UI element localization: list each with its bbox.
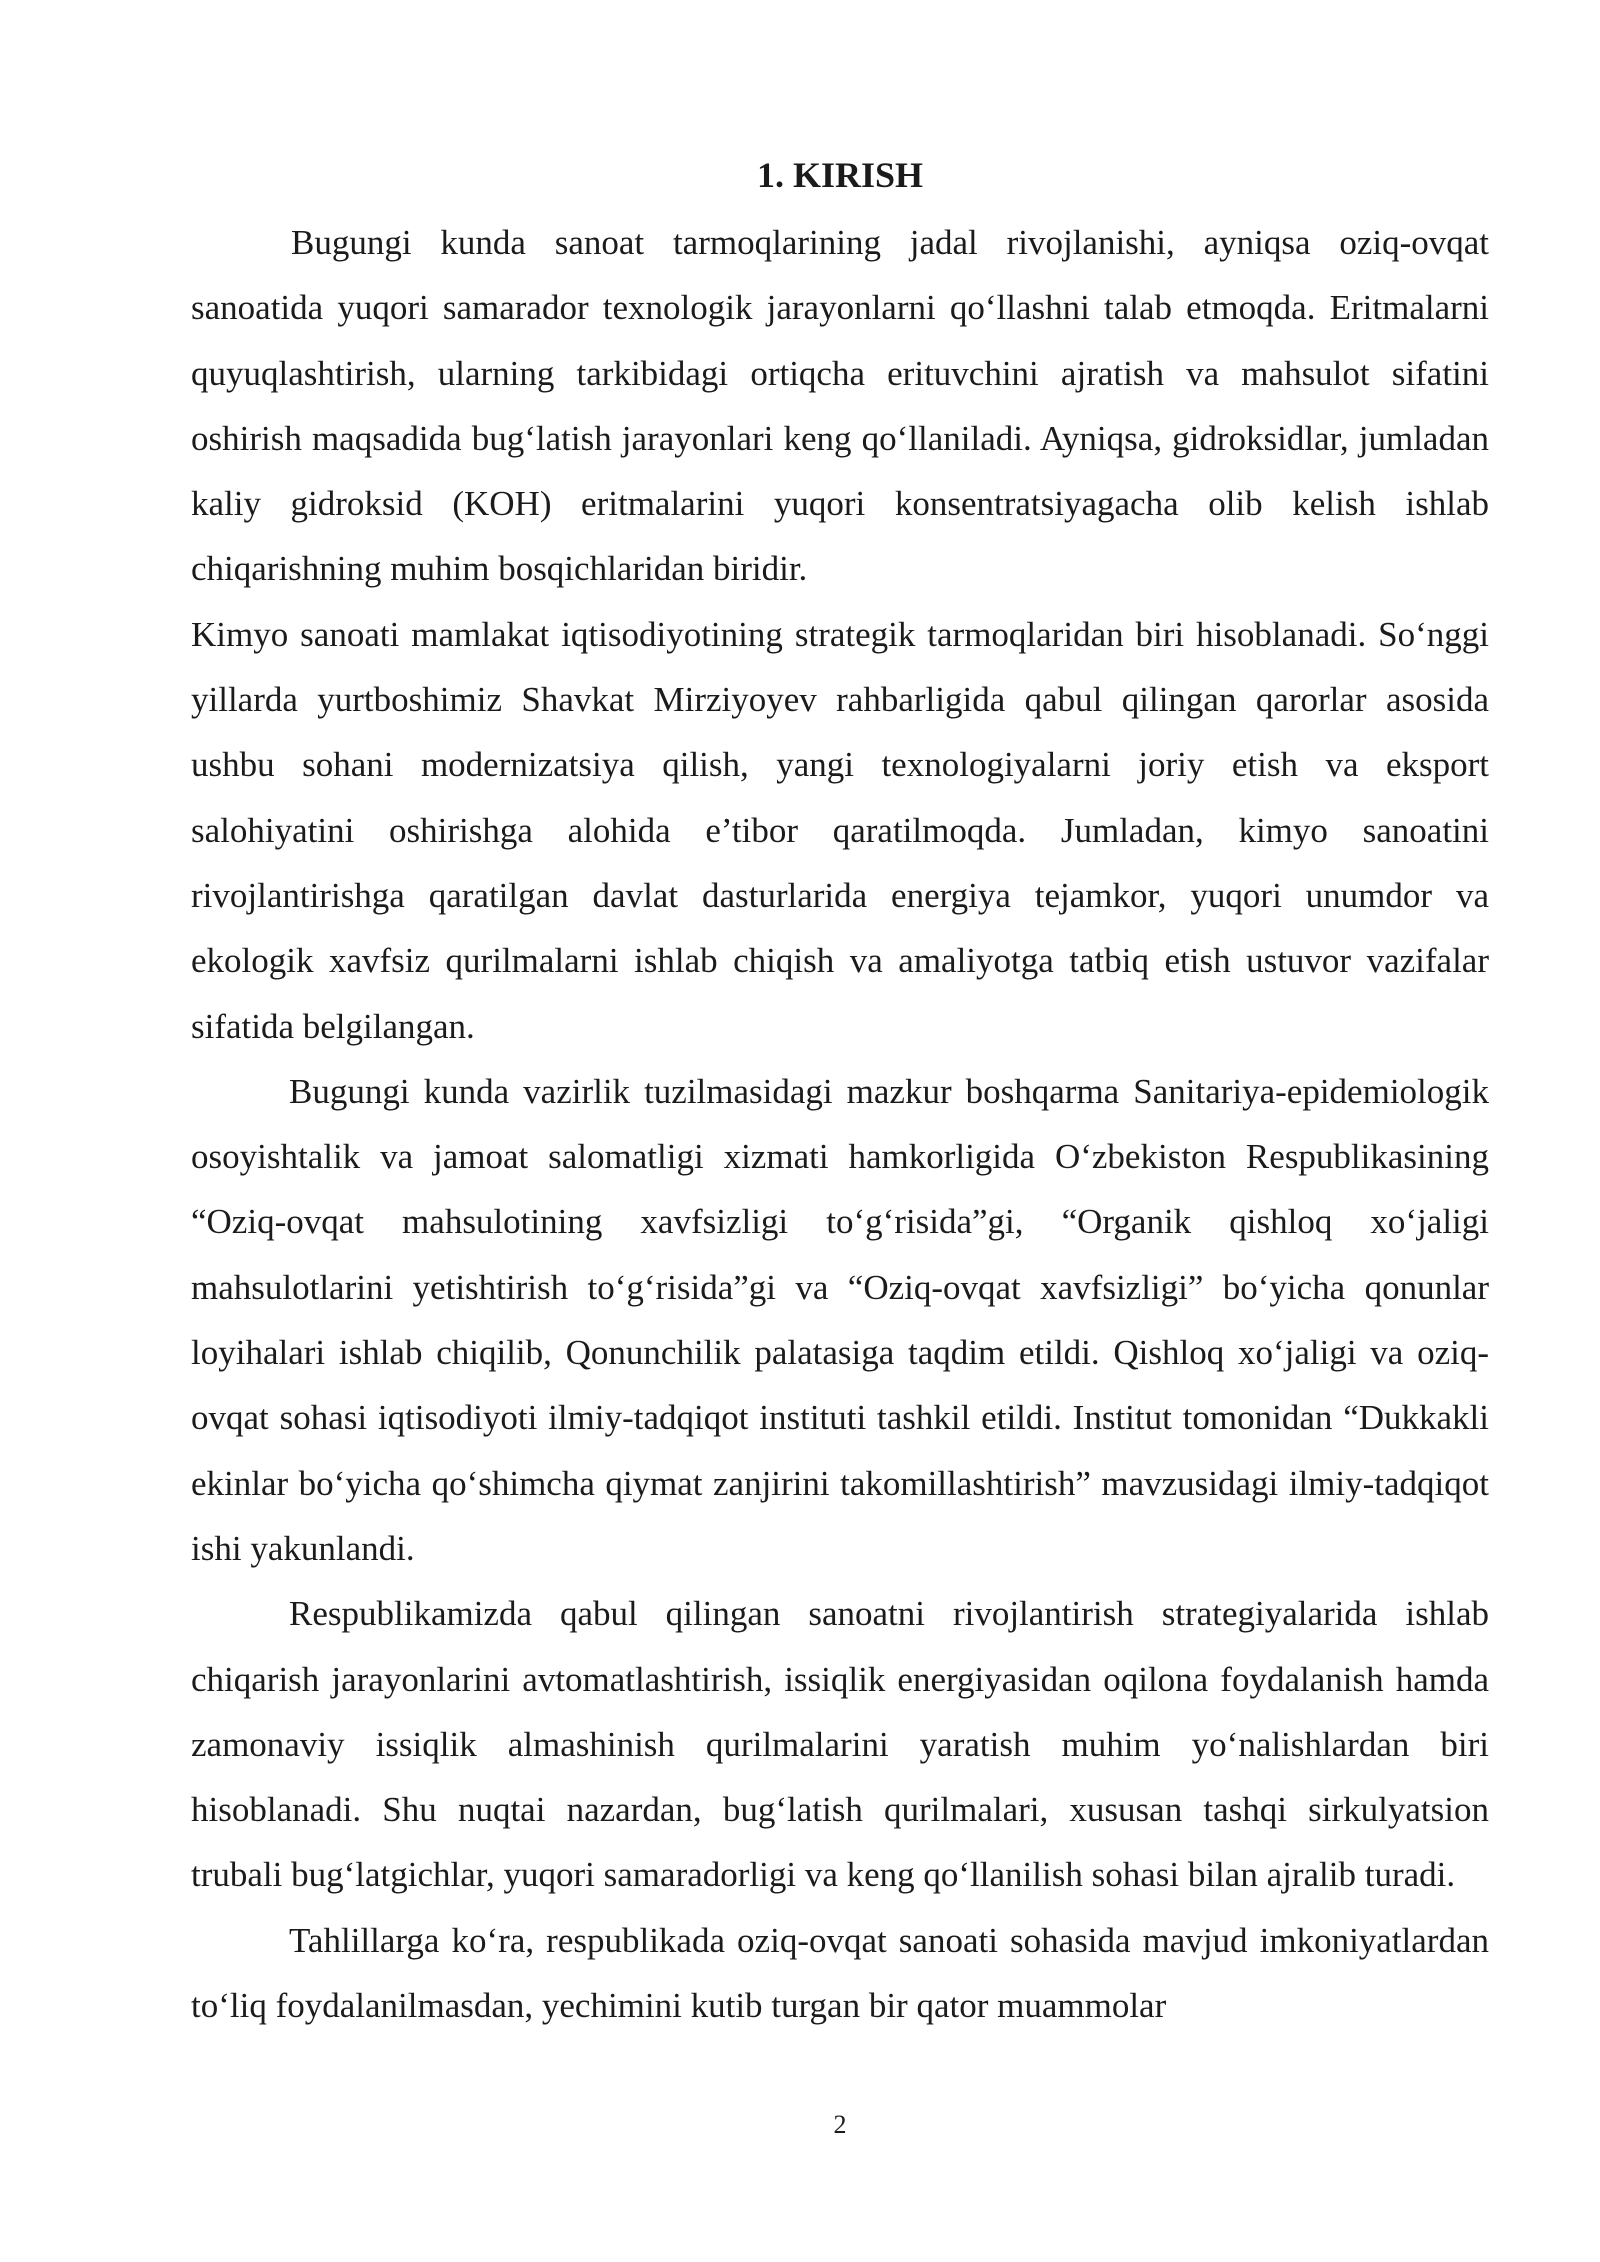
body-text: [191, 210, 1489, 2038]
page-number: 2: [833, 2110, 847, 2139]
section-heading: 1. KIRISH: [756, 155, 924, 195]
paragraph-5: Tahlillarga ko‘ra, respublikada oziq-ovqat sanoati sohasida mavjud imkoniyatlardan to‘liq foydalanilmasdan, yechimini kutib turgan bir qator muammolar: [191, 1920, 1489, 2026]
paragraph-3: Bugungi kunda vazirlik tuzilmasidagi mazkur boshqarma Sanitariya-epidemiologik osoyishtalik va jamoat salomatligi xizmati hamkorligida O‘zbekiston Respublikasining “Oziq-ovqat mahsulotining xavfsizligi to‘g‘risida”gi, “Organik qishloq xo‘jaligi mahsulotlarini yetishtirish to‘g‘risida”gi va “Oziq-ovqat xavfsizligi” bo‘yicha qonunlar loyihalari ishlab chiqilib, Qonunchilik palatasiga taqdim etildi. Qishloq xo‘jaligi va oziq-ovqat sohasi iqtisodiyoti ilmiy-tadqiqot instituti tashkil etildi. Institut tomonidan “Dukkakli ekinlar bo‘yicha qo‘shimcha qiymat zanjirini takomillashtirish” mavzusidagi ilmiy-tadqiqot ishi yakunlandi.: [191, 1071, 1489, 1568]
paragraph-4: Respublikamizda qabul qilingan sanoatni rivojlantirish strategiyalarida ishlab chiqarish jarayonlarini avtomatlashtirish, issiqlik energiyasidan oqilona foydalanish hamda zamonaviy issiqlik almashinish qurilmalarini yaratish muhim yo‘nalishlardan biri hisoblanadi. Shu nuqtai nazardan, bug‘latish qurilmalari, xususan tashqi sirkulyatsion trubali bug‘latgichlar, yuqori samaradorligi va keng qo‘llanilish sohasi bilan ajralib turadi.: [191, 1594, 1489, 1895]
paragraph-1: Bugungi kunda sanoat tarmoqlarining jadal rivojlanishi, ayniqsa oziq-ovqat sanoatida yuqori samarador texnologik jarayonlarni qo‘llashni talab etmoqda. Eritmalarni quyuqlashtirish, ularning tarkibidagi ortiqcha erituvchini ajratish va mahsulot sifatini oshirish maqsadida bug‘latish jarayonlari keng qo‘llaniladi. Ayniqsa, gidroksidlar, jumladan kaliy gidroksid (KOH) eritmalarini yuqori konsentratsiyagacha olib kelish ishlab chiqarishning muhim bosqichlaridan biridir.: [191, 223, 1489, 589]
paragraph-2: Kimyo sanoati mamlakat iqtisodiyotining strategik tarmoqlaridan biri hisoblanadi. So‘nggi yillarda yurtboshimiz Shavkat Mirziyoyev rahbarligida qabul qilingan qarorlar asosida ushbu sohani modernizatsiya qilish, yangi texnologiyalarni joriy etish va eksport salohiyatini oshirishga alohida e’tibor qaratilmoqda. Jumladan, kimyo sanoatini rivojlantirishga qaratilgan davlat dasturlarida energiya tejamkor, yuqori unumdor va ekologik xavfsiz qurilmalarni ishlab chiqish va amaliyotga tatbiq etish ustuvor vazifalar sifatida belgilangan.: [191, 614, 1489, 1046]
